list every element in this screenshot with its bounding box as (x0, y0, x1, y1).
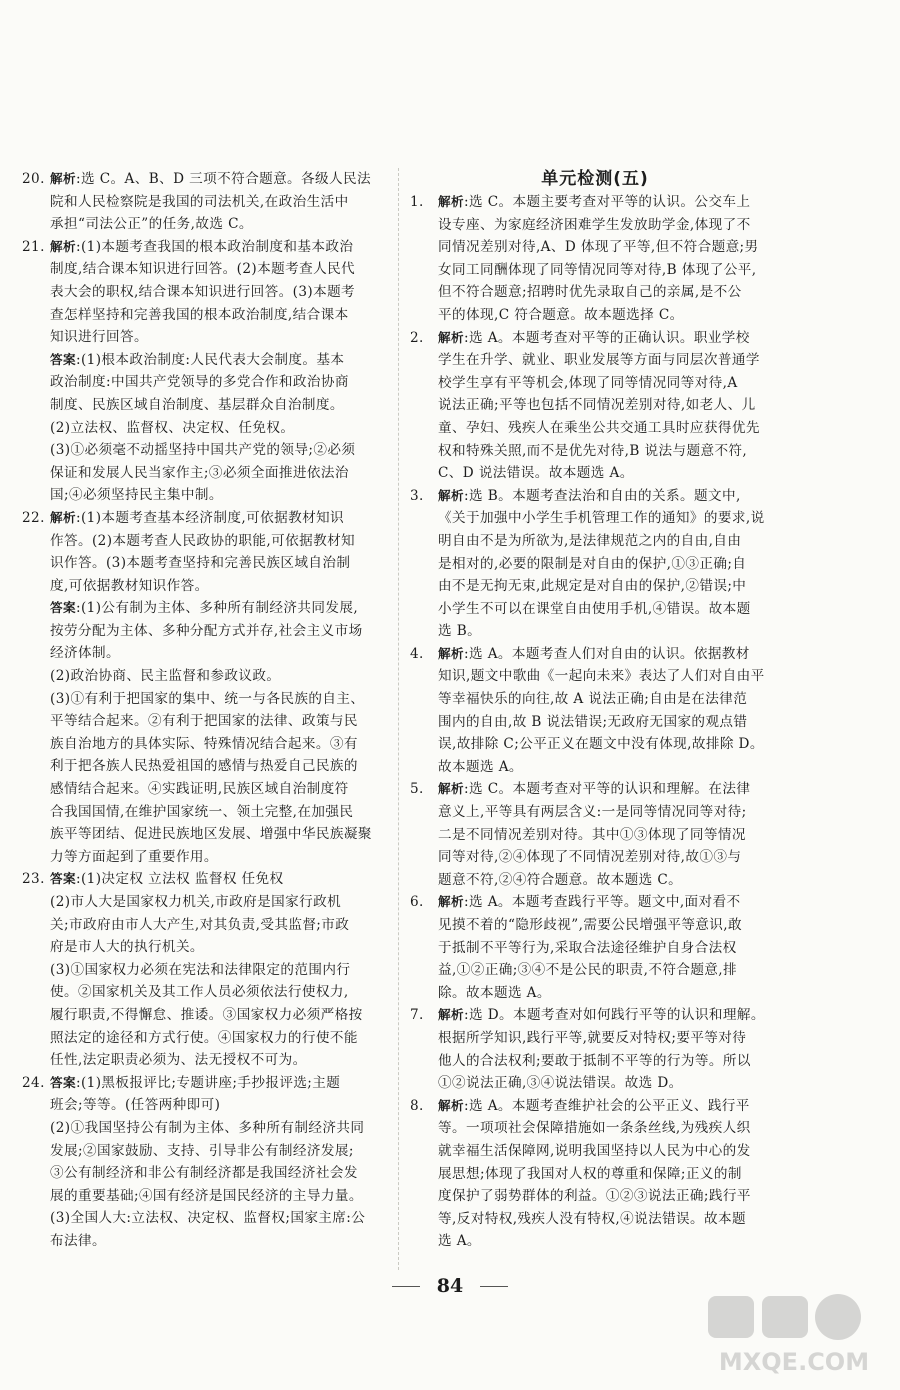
text-line (50, 914, 390, 937)
text-line (50, 755, 390, 778)
text-line (50, 258, 390, 281)
line-text: 查怎样坚持和完善我国的根本政治制度,结合课本 (50, 306, 349, 323)
question-number: 20. (22, 171, 45, 187)
text-line (50, 530, 390, 553)
question-number: 3. (410, 487, 424, 504)
text-line (438, 620, 780, 643)
text-line (438, 914, 780, 937)
text-line (50, 394, 390, 417)
text-line (50, 1027, 390, 1050)
line-text: (2)立法权、监督权、决定权、任免权。 (50, 419, 295, 436)
text-line (438, 1117, 780, 1140)
text-line (438, 733, 780, 756)
column-divider (398, 168, 399, 1270)
line-text: :选 D。本题考查对如何践行平等的认识和理解。 (464, 1007, 765, 1024)
line-text: :(1)本题考查基本经济制度,可依据教材知识 (76, 509, 345, 526)
line-text: 制度、民族区域自治制度、基层群众自治制度。 (50, 396, 344, 413)
text-line (50, 981, 390, 1004)
line-text: 知识,题文中歌曲《一起向未来》表达了人们对自由平 (438, 668, 765, 685)
line-text: 展的重要基础;④国有经济是国民经济的主导力量。 (50, 1187, 363, 1204)
line-text: 按劳分配为主体、多种分配方式并存,社会主义市场 (50, 622, 363, 639)
text-line (438, 214, 780, 237)
line-text: 校学生享有平等机会,体现了同等情况同等对待,A (438, 374, 738, 391)
line-text: 同等对待,②④体现了不同情况差别对待,故①③与 (438, 849, 742, 866)
svg-text:MXQE.COM: MXQE.COM (718, 1348, 870, 1376)
line-text: :选 C。本题主要考查对平等的认识。公交车上 (464, 194, 751, 210)
line-text: 作答。(2)本题考查人民政协的职能,可依据教材知 (50, 532, 356, 549)
text-line (50, 1049, 390, 1072)
line-text: 照法定的途径和方式行使。④国家权力的行使不能 (50, 1029, 358, 1046)
line-text: 保证和发展人民当家作主;③必须全面推进依法治 (50, 464, 349, 481)
text-line (438, 598, 780, 621)
text-line (50, 1094, 390, 1117)
line-text: 误,故排除 C;公平正义在题文中没有体现,故排除 D。 (438, 736, 764, 753)
block-label: 解析 (438, 329, 464, 345)
block-label: 解析 (438, 894, 464, 910)
question-item (410, 327, 780, 485)
text-line (438, 959, 780, 982)
text-line (438, 643, 780, 666)
text-line (438, 372, 780, 395)
text-line (438, 1185, 780, 1208)
question-number: 8. (410, 1097, 424, 1114)
text-line (438, 530, 780, 553)
line-text: 族平等团结、促进民族地区发展、增强中华民族凝聚 (50, 826, 372, 843)
text-line (50, 936, 390, 959)
line-text: 使。②国家机关及其工作人员必须依法行使权力, (50, 984, 349, 1001)
question-number: 22. (22, 509, 45, 526)
question-number: 5. (410, 781, 424, 798)
line-text: 度,可依据教材知识作答。 (50, 577, 209, 594)
text-line (50, 665, 390, 688)
text-line (438, 349, 780, 372)
block-label: 答案 (50, 600, 76, 616)
question-item (22, 868, 390, 1071)
text-line (438, 982, 780, 1005)
question-number: 24. (22, 1074, 45, 1091)
text-line (438, 440, 780, 463)
line-text: :选 C。A、B、D 三项不符合题意。各级人民法 (76, 171, 372, 187)
line-text: :(1)决定权 立法权 监督权 任免权 (76, 871, 284, 888)
text-line (50, 462, 390, 485)
line-text: :选 A。本题考查践行平等。题文中,面对看不 (464, 894, 741, 911)
text-line (438, 281, 780, 304)
question-number: 1. (410, 194, 424, 210)
text-line (438, 417, 780, 440)
line-text: 小学生不可以在课堂自由使用手机,④错误。故本题 (438, 600, 751, 617)
line-text: :选 A。本题考查对平等的正确认识。职业学校 (464, 329, 750, 346)
line-text: 平等结合起来。②有利于把国家的法律、政策与民 (50, 713, 358, 730)
line-text: C、D 说法错误。故本题选 A。 (438, 465, 634, 482)
question-number: 7. (410, 1007, 424, 1024)
text-line (438, 1027, 780, 1050)
text-line (438, 553, 780, 576)
line-text: 国;④必须坚持民主集中制。 (50, 487, 223, 504)
text-line (50, 597, 390, 620)
line-text: 任性,法定职责必须为、法无授权不可为。 (50, 1052, 307, 1069)
text-line (50, 778, 390, 801)
text-line (438, 824, 780, 847)
text-line (50, 1072, 390, 1095)
page-number: 84 (436, 1275, 464, 1297)
text-line (438, 462, 780, 485)
text-line (50, 891, 390, 914)
text-line (50, 710, 390, 733)
line-text: 意义上,平等具有两层含义:一是同等情况同等对待; (438, 804, 747, 821)
right-items (410, 191, 780, 1253)
line-text: 明自由不是为所欲为,是法律规范之内的自由,自由 (438, 532, 742, 549)
text-line (50, 1140, 390, 1163)
text-line (50, 823, 390, 846)
text-line (50, 371, 390, 394)
text-line (438, 485, 780, 508)
text-line (438, 1050, 780, 1073)
text-line (50, 439, 390, 462)
text-line (50, 349, 390, 372)
text-line (438, 1208, 780, 1231)
line-text: 班会;等等。(任答两种即可) (50, 1097, 221, 1114)
text-line (50, 1230, 390, 1253)
text-line (438, 259, 780, 282)
question-number: 4. (410, 645, 424, 662)
line-text: 权和特殊关照,而不是优先对待,B 说法与题意不符, (438, 442, 748, 459)
text-line (50, 417, 390, 440)
text-line (50, 575, 390, 598)
text-line (50, 1117, 390, 1140)
line-text: :(1)根本政治制度:人民代表大会制度。基本 (76, 351, 345, 368)
text-line (50, 191, 390, 214)
text-line (438, 191, 780, 214)
text-line (438, 1004, 780, 1027)
line-text: 府是市人大的执行机关。 (50, 939, 204, 956)
line-text: :(1)本题考查我国的根本政治制度和基本政治 (76, 238, 354, 255)
line-text: 同情况差别对待,A、D 体现了平等,但不符合题意;男 (438, 239, 759, 256)
line-text: 由不是无拘无束,此规定是对自由的保护,②错误;中 (438, 578, 747, 595)
line-text: 承担“司法公正”的任务,故选 C。 (50, 216, 253, 233)
line-text: 但不符合题意;招聘时优先录取自己的亲属,是不公 (438, 284, 742, 301)
line-text: (2)市人大是国家权力机关,市政府是国家行政机 (50, 894, 342, 910)
text-line (50, 1162, 390, 1185)
line-text: 族自治地方的具体实际、特殊情况结合起来。③有 (50, 735, 358, 752)
right-column (410, 168, 780, 1253)
line-text: 院和人民检察院是我国的司法机关,在政治生活中 (50, 193, 349, 210)
line-text: 女同工同酬体现了同等情况同等对待,B 体现了公平, (438, 261, 757, 278)
text-line (50, 846, 390, 869)
question-number: 6. (410, 894, 424, 911)
text-line (438, 778, 780, 801)
line-text: 履行职责,不得懈怠、推诿。③国家权力必须严格按 (50, 1006, 363, 1023)
line-text: 围内的自由,故 B 说法错误;无政府无国家的观点错 (438, 713, 748, 730)
line-text: :选 A。本题考查人们对自由的认识。依据教材 (464, 645, 750, 662)
text-line (438, 869, 780, 892)
line-text: 等,反对特权,残疾人没有特权,④说法错误。故本题 (438, 1210, 747, 1227)
watermark-logo (704, 1290, 884, 1376)
text-line (438, 1230, 780, 1253)
question-item (22, 507, 390, 869)
text-line (438, 236, 780, 259)
line-text: 就幸福生活保障网,说明我国坚持以人民为中心的发 (438, 1142, 751, 1159)
line-text: 政治制度:中国共产党领导的多党合作和政治协商 (50, 374, 349, 391)
text-line (438, 756, 780, 779)
question-item (22, 1072, 390, 1253)
text-line (438, 1095, 780, 1118)
line-text: :(1)黑板报评比;专题讲座;手抄报评选;主题 (76, 1074, 341, 1091)
block-label: 解析 (438, 194, 464, 209)
question-item (22, 236, 390, 507)
line-text: 展思想;体现了我国对人权的尊重和保障;正义的制 (438, 1165, 742, 1182)
line-text: :选 A。本题考查维护社会的公平正义、践行平 (464, 1097, 750, 1114)
text-line (50, 168, 390, 191)
line-text: 选 B。 (438, 623, 482, 640)
text-line (50, 688, 390, 711)
line-text: (3)①必须毫不动摇坚持中国共产党的领导;②必须 (50, 442, 356, 459)
question-number: 2. (410, 329, 424, 346)
line-text: 学生在升学、就业、职业发展等方面与同层次普通学 (438, 352, 760, 369)
line-text: (2)①我国坚持公有制为主体、多种所有制经济共同 (50, 1119, 365, 1136)
question-number: 21. (22, 238, 45, 255)
line-text: (3)①国家权力必须在宪法和法律限定的范围内行 (50, 961, 351, 978)
line-text: 他人的合法权利;要敢于抵制不平等的行为等。所以 (438, 1052, 751, 1069)
line-text: 说法正确;平等也包括不同情况差别对待,如老人、儿 (438, 397, 756, 414)
footer-rule-right (480, 1286, 508, 1287)
text-line (438, 394, 780, 417)
block-label: 解析 (438, 781, 464, 797)
line-text: (3)①有利于把国家的集中、统一与各民族的自主、 (50, 690, 365, 707)
text-line (438, 801, 780, 824)
line-text: :选 C。本题考查对平等的认识和理解。在法律 (464, 781, 751, 798)
text-line (50, 733, 390, 756)
block-label: 答案 (50, 1074, 76, 1090)
line-text: 根据所学知识,践行平等,就要反对特权;要平等对待 (438, 1029, 747, 1046)
block-label: 解析 (438, 645, 464, 661)
text-line (438, 711, 780, 734)
text-line (50, 801, 390, 824)
block-label: 解析 (438, 487, 464, 503)
line-text: 制度,结合课本知识进行回答。(2)本题考查人民代 (50, 261, 356, 278)
question-item (410, 191, 780, 327)
line-text: 关;市政府由市人大产生,对其负责,受其监督;市政 (50, 916, 350, 933)
question-item (410, 643, 780, 779)
line-text: 于抵制不平等行为,采取合法途径维护自身合法权 (438, 939, 737, 956)
text-line (438, 1140, 780, 1163)
block-label: 解析 (50, 238, 76, 254)
text-line (50, 484, 390, 507)
text-line (50, 304, 390, 327)
line-text: 知识进行回答。 (50, 329, 148, 346)
block-label: 解析 (50, 171, 76, 186)
section-title: 单元检测(五) (541, 169, 649, 189)
line-text: (3)全国人大:立法权、决定权、监督权;国家主席:公 (50, 1210, 366, 1227)
line-text: 布法律。 (50, 1232, 106, 1249)
text-line (438, 327, 780, 350)
text-line (438, 1163, 780, 1186)
line-text: 故本题选 A。 (438, 758, 523, 775)
question-item (410, 1095, 780, 1253)
line-text: 选 A。 (438, 1233, 481, 1250)
question-item (22, 168, 390, 236)
text-line (50, 868, 390, 891)
line-text: 度保护了弱势群体的利益。①②③说法正确;践行平 (438, 1188, 751, 1205)
left-column (22, 168, 390, 1253)
text-line (50, 552, 390, 575)
block-label: 解析 (438, 1097, 464, 1113)
text-line (438, 1072, 780, 1095)
line-text: 设专座、为家庭经济困难学生发放助学金,体现了不 (438, 216, 751, 233)
text-line (438, 846, 780, 869)
question-number: 23. (22, 871, 45, 888)
line-text: 童、孕妇、残疾人在乘坐公共交通工具时应获得优先 (438, 419, 760, 436)
line-text: 等幸福快乐的向往,故 A 说法正确;自由是在法律范 (438, 691, 748, 708)
footer-rule-left (392, 1286, 420, 1287)
line-text: (2)政治协商、民主监督和参政议政。 (50, 668, 281, 685)
line-text: 《关于加强中小学生手机管理工作的通知》的要求,说 (438, 510, 765, 527)
text-line (50, 959, 390, 982)
line-text: 等。一项项社会保障措施如一条条丝线,为残疾人织 (438, 1120, 751, 1137)
line-text: 感情结合起来。④实践证明,民族区域自治制度符 (50, 781, 349, 798)
line-text: 合我国国情,在维护国家统一、领土完整,在加强民 (50, 803, 354, 820)
text-line (438, 507, 780, 530)
question-item (410, 778, 780, 891)
block-label: 答案 (50, 351, 76, 367)
line-text: 见摸不着的“隐形歧视”,需要公民增强平等意识,敢 (438, 917, 743, 933)
text-line (50, 281, 390, 304)
line-text: 表大会的职权,结合课本知识进行回答。(3)本题考 (50, 283, 356, 300)
text-line (438, 575, 780, 598)
line-text: 是相对的,必要的限制是对自由的保护,①③正确;自 (438, 555, 747, 572)
line-text: 发展;②国家鼓励、支持、引导非公有制经济发展; (50, 1142, 354, 1159)
question-item (410, 891, 780, 1004)
line-text: :(1)公有制为主体、多种所有制经济共同发展, (76, 600, 359, 617)
question-item (410, 1004, 780, 1094)
text-line (50, 213, 390, 236)
text-line (50, 642, 390, 665)
text-line (438, 688, 780, 711)
text-line (438, 891, 780, 914)
block-label: 解析 (50, 509, 76, 525)
text-line (50, 507, 390, 530)
line-text: 除。故本题选 A。 (438, 984, 551, 1001)
line-text: :选 B。本题考查法治和自由的关系。题文中, (464, 487, 741, 504)
text-line (50, 1207, 390, 1230)
line-text: 利于把各族人民热爱祖国的感情与热爱自己民族的 (50, 758, 358, 775)
question-item (410, 485, 780, 643)
text-line (50, 1185, 390, 1208)
text-line (50, 236, 390, 259)
text-line (438, 665, 780, 688)
line-text: 益,①②正确;③④不是公民的职责,不符合题意,排 (438, 962, 738, 979)
block-label: 答案 (50, 871, 76, 887)
text-line (50, 326, 390, 349)
line-text: ③公有制经济和非公有制经济都是我国经济社会发 (50, 1165, 358, 1182)
text-line (50, 1004, 390, 1027)
text-line (438, 304, 780, 327)
line-text: ①②说法正确,③④说法错误。故选 D。 (438, 1075, 683, 1092)
line-text: 识作答。(3)本题考查坚持和完善民族区域自治制 (50, 555, 351, 572)
block-label: 解析 (438, 1007, 464, 1023)
line-text: 力等方面起到了重要作用。 (50, 848, 218, 865)
line-text: 二是不同情况差别对待。其中①③体现了同等情况 (438, 826, 746, 843)
line-text: 题意不符,②④符合题意。故本题选 C。 (438, 871, 683, 888)
line-text: 经济体制。 (50, 645, 120, 662)
text-line (50, 620, 390, 643)
text-line (438, 937, 780, 960)
line-text: 平的体现,C 符合题意。故本题选择 C。 (438, 306, 684, 323)
